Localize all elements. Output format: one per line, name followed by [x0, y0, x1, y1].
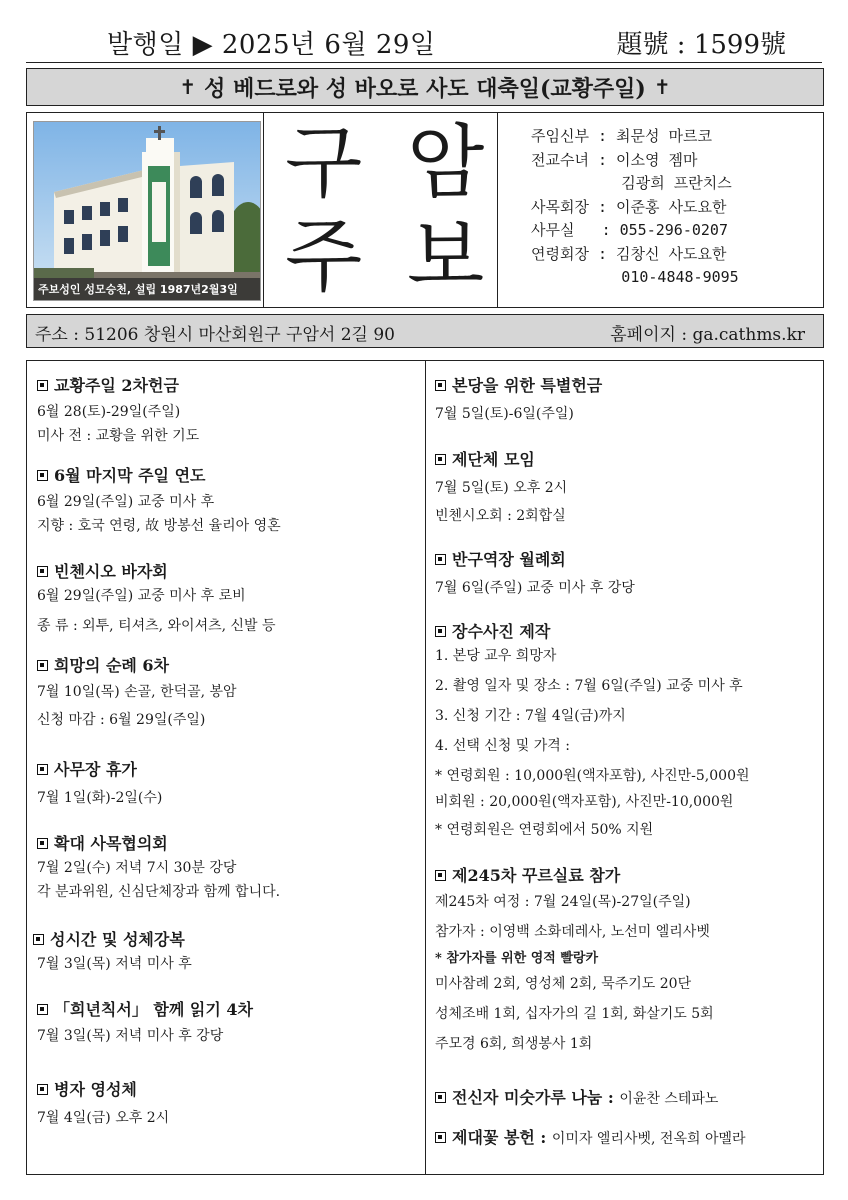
notice-line: 7월 5일(토) 오후 2시: [435, 480, 568, 496]
address-text: 주소 : 51206 창원시 마산회원구 구암서 2길 90: [35, 325, 395, 345]
church-building-image: [34, 122, 260, 300]
notice-title: 전신자 미숫가루 나눔 :: [452, 1088, 614, 1107]
notice-line: 각 분과위원, 신심단체장과 함께 합니다.: [37, 884, 281, 900]
title-char-2: 암: [407, 116, 485, 209]
issue-date: 발행일 ▶ 2025년 6월 29일: [107, 30, 436, 60]
notice-line: 종 류 : 외투, 티셔츠, 와이셔츠, 신발 등: [37, 618, 276, 634]
notice-line: 제245차 여정 : 7월 24일(목)-27일(주일): [435, 894, 691, 910]
notice-line: 2. 촬영 일자 및 장소 : 7월 6일(주일) 교중 미사 후: [435, 678, 743, 694]
notice-section: [435, 1085, 718, 1108]
notice-line: 6월 29일(주일) 교중 미사 후: [37, 494, 215, 510]
notice-line: 7월 1일(화)-2일(수): [37, 790, 163, 806]
square-bullet-icon: [33, 934, 44, 945]
notice-title: 6월 마지막 주일 연도: [54, 466, 206, 485]
notice-title: 제245차 꾸르실료 참가: [452, 866, 621, 885]
notice-section: [435, 373, 602, 426]
notice-line: * 연령회원 : 10,000원(액자포함), 사진만-5,000원: [435, 768, 750, 784]
notice-line: 빈첸시오회 : 2회합실: [435, 508, 566, 524]
square-bullet-icon: [435, 1132, 446, 1143]
square-bullet-icon: [435, 870, 446, 881]
notice-title: 반구역장 월례회: [452, 550, 566, 569]
notice-line: 7월 4일(금) 오후 2시: [37, 1110, 170, 1126]
cross-icon: ✝: [653, 75, 671, 99]
notice-section: [37, 559, 276, 638]
notice-section: [37, 373, 199, 448]
notice-line: 미사참례 2회, 영성체 2회, 묵주기도 20단: [435, 976, 692, 992]
notice-line: 7월 3일(목) 저녁 미사 후: [37, 956, 192, 972]
square-bullet-icon: [37, 566, 48, 577]
photo-caption: 주보성인 성모승천, 설립 1987년2월3일: [34, 278, 260, 300]
notice-section: [435, 619, 750, 842]
notice-section: [435, 547, 635, 600]
notice-title: 확대 사목협의회: [54, 834, 168, 853]
staff-line: 전교수녀 : 이소영 젬마: [531, 150, 698, 169]
square-bullet-icon: [37, 660, 48, 671]
staff-line: 연령회장 : 김창신 사도요한: [531, 244, 727, 263]
notice-line: 성체조배 1회, 십자가의 길 1회, 화살기도 5회: [435, 1006, 714, 1022]
notice-line: 1. 본당 교우 희망자: [435, 648, 557, 664]
notice-line: 6월 28(토)-29일(주일): [37, 404, 181, 420]
notice-line: 참가자 : 이영백 소화데레사, 노선미 엘리사벳: [435, 924, 710, 940]
notice-title: 성시간 및 성체강복: [50, 930, 185, 949]
square-bullet-icon: [37, 764, 48, 775]
notice-line: 4. 선택 신청 및 가격 :: [435, 738, 570, 754]
square-bullet-icon: [435, 626, 446, 637]
notice-line: 7월 2일(수) 저녁 7시 30분 강당: [37, 860, 237, 876]
notice-title: 사무장 휴가: [54, 760, 137, 779]
notice-line: 6월 29일(주일) 교중 미사 후 로비: [37, 588, 246, 604]
notice-line: * 연령회원은 연령회에서 50% 지원: [435, 822, 654, 838]
notice-section: [435, 1125, 746, 1148]
square-bullet-icon: [435, 454, 446, 465]
notice-subtitle: * 참가자를 위한 영적 빨랑카: [435, 951, 599, 966]
notice-title: 병자 영성체: [54, 1080, 137, 1099]
notices-box: [26, 360, 824, 1175]
square-bullet-icon: [37, 1004, 48, 1015]
notice-title: 희망의 순례 6차: [54, 656, 170, 675]
notice-line: 7월 10일(목) 손골, 한덕골, 봉암: [37, 684, 237, 700]
notice-line: 신청 마감 : 6월 29일(주일): [37, 712, 206, 728]
notice-section: [435, 863, 714, 1056]
notice-section: [37, 653, 237, 732]
square-bullet-icon: [37, 380, 48, 391]
notice-title: 본당을 위한 특별헌금: [452, 376, 603, 395]
notice-section: [37, 831, 280, 904]
column-divider: [425, 361, 426, 1174]
notice-title: 제단체 모임: [452, 450, 535, 469]
church-photo: [33, 121, 261, 301]
masthead-divider: [263, 113, 264, 307]
notice-line: 7월 5일(토)-6일(주일): [435, 406, 574, 422]
notice-line: 미사 전 : 교황을 위한 기도: [37, 428, 200, 444]
title-char-3: 주: [285, 210, 363, 303]
notice-line: 주모경 6회, 희생봉사 1회: [435, 1036, 593, 1052]
notice-section: [435, 447, 567, 528]
staff-line: 사무실 : 055-296-0207: [531, 221, 728, 239]
masthead-divider: [497, 113, 498, 307]
notice-line: 7월 3일(목) 저녁 미사 후 강당: [37, 1028, 224, 1044]
homepage-text: 홈페이지 : ga.cathms.kr: [610, 325, 805, 345]
notice-detail: 이미자 엘리사벳, 전옥희 아멜라: [551, 1131, 746, 1147]
feast-title: 성 베드로와 성 바오로 사도 대축일(교황주일): [204, 75, 646, 102]
notice-line: 지향 : 호국 연령, 故 방봉선 율리아 영혼: [37, 518, 281, 534]
title-char-1: 구: [285, 116, 363, 209]
square-bullet-icon: [37, 1084, 48, 1095]
square-bullet-icon: [435, 1092, 446, 1103]
notice-title: 빈첸시오 바자회: [54, 562, 168, 581]
notice-section: [37, 463, 281, 538]
square-bullet-icon: [37, 470, 48, 481]
staff-list: [531, 125, 739, 290]
notice-title: 「희년칙서」 함께 읽기 4차: [54, 1000, 253, 1019]
header-rule: [26, 62, 822, 63]
staff-line: 010-4848-9095: [531, 268, 739, 286]
notice-detail: 이윤찬 스테파노: [619, 1091, 719, 1107]
notice-section: [37, 757, 162, 810]
notice-line: 비회원 : 20,000원(액자포함), 사진만-10,000원: [435, 794, 734, 810]
notice-section: [37, 997, 253, 1048]
notice-section: [33, 927, 192, 976]
masthead: [26, 112, 824, 308]
notice-title: 장수사진 제작: [452, 622, 551, 641]
feast-title-banner: [26, 68, 824, 106]
issue-number: 題號 : 1599號: [616, 30, 786, 60]
square-bullet-icon: [37, 838, 48, 849]
cross-icon: ✝: [179, 75, 197, 99]
staff-line: 사목회장 : 이준홍 사도요한: [531, 197, 727, 216]
staff-line: 김광희 프란치스: [531, 174, 732, 192]
notice-section: [37, 1077, 169, 1130]
address-bar: [26, 314, 824, 348]
notice-line: 3. 신청 기간 : 7월 4일(금)까지: [435, 708, 626, 724]
square-bullet-icon: [435, 380, 446, 391]
square-bullet-icon: [435, 554, 446, 565]
title-char-4: 보: [407, 210, 485, 303]
notice-title: 교황주일 2차헌금: [54, 376, 179, 395]
staff-line: 주임신부 : 최문성 마르코: [531, 127, 713, 145]
notice-title: 제대꽃 봉헌 :: [452, 1128, 547, 1147]
notice-line: 7월 6일(주일) 교중 미사 후 강당: [435, 580, 635, 596]
